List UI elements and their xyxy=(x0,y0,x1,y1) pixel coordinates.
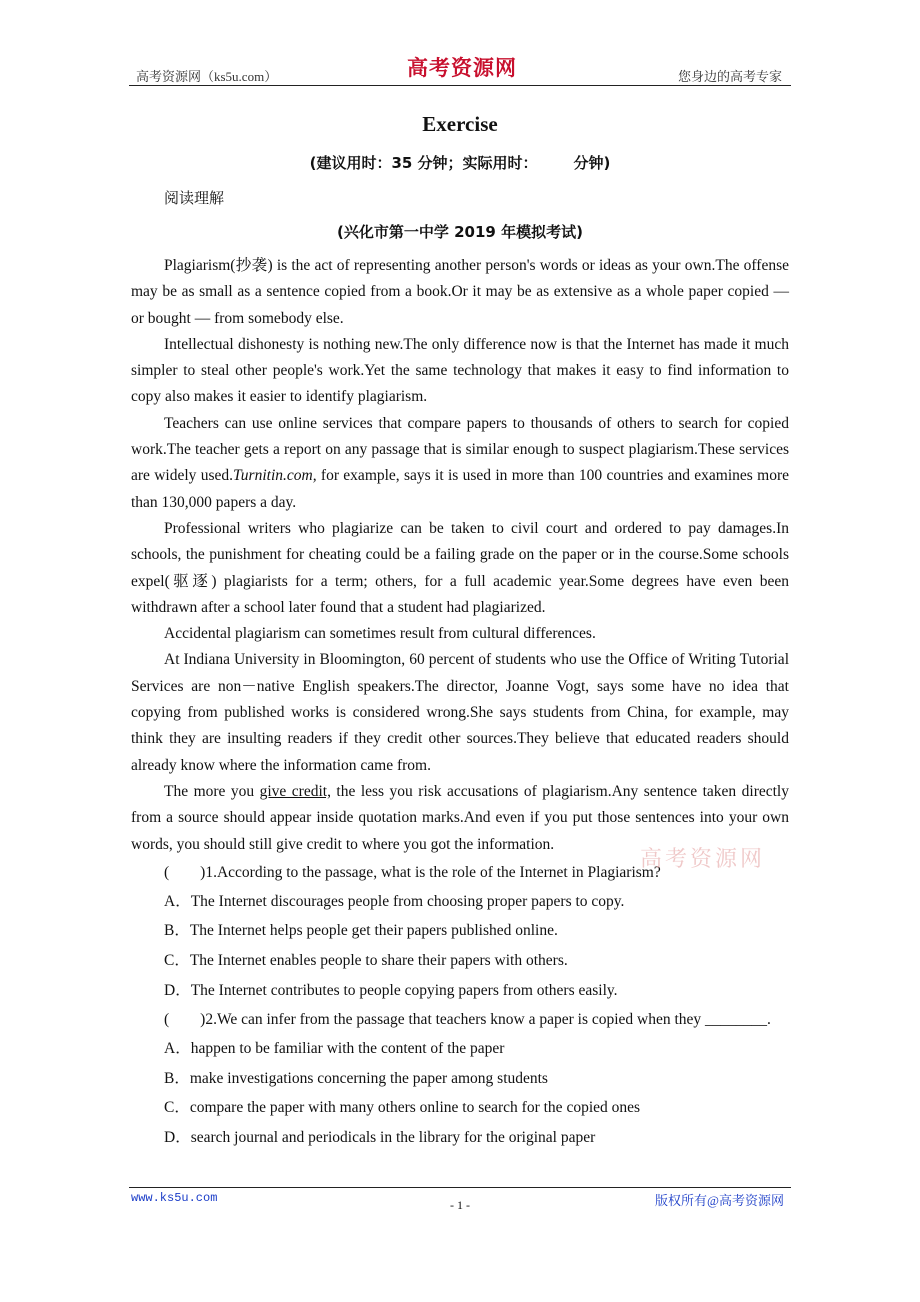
header-logo: 高考资源网 xyxy=(407,55,517,80)
question-1-option-a: A．The Internet discourages people from choosing proper papers to copy. xyxy=(164,892,625,910)
header-slogan: 您身边的高考专家 xyxy=(677,69,782,84)
paragraph-3-part-b: for example, says it is used in more than 100 countries and examines more than 130,000 papers a day. xyxy=(131,467,789,511)
question-2-option-d: D．search journal and periodicals in the library for the original paper xyxy=(164,1128,596,1146)
paragraph-3-italic: Turnitin.com, xyxy=(233,467,317,485)
time-suggestion-start: (建议用时：35 分钟；实际用时： xyxy=(309,154,538,172)
question-1-option-d: D．The Internet contributes to people copying papers from others easily. xyxy=(164,981,618,999)
paragraph-3 xyxy=(131,411,789,516)
underlined-phrase: give credit, xyxy=(259,782,331,800)
question-2-option-b: B．make investigations concerning the paper among students xyxy=(164,1069,548,1087)
paragraph-3-part-a: Teachers can use online services that compare papers to thousands of others to search for copied work.The teacher gets a report on any passage that is similar enough to suspect plagiarism.These services are widely used. xyxy=(131,414,789,485)
time-suggestion xyxy=(0,152,920,173)
footer-divider xyxy=(129,1187,791,1188)
section-heading: 阅读理解 xyxy=(164,189,225,207)
time-suggestion-end: 分钟) xyxy=(573,154,611,172)
paragraph-6: At Indiana University in Bloomington, 60 percent of students who use the Office of Writing Tutorial Services are non－native English speakers.The director, Joanne Vogt, says some have no idea that copying from published works is considered wrong.She says students from China, for example, may think they are insulting readers if they credit other sources.They believe that educated readers should already know where the information came from. xyxy=(131,651,789,774)
page-number: - 1 - xyxy=(450,1198,470,1212)
page-title: Exercise xyxy=(422,112,498,136)
question-2-option-c: C．compare the paper with many others online to search for the copied ones xyxy=(164,1099,641,1117)
footer-url[interactable]: www.ks5u.com xyxy=(131,1191,218,1205)
question-2-option-a: A．happen to be familiar with the content of the paper xyxy=(164,1040,505,1058)
question-2: ( )2.We can infer from the passage that teachers know a paper is copied when they ________. xyxy=(164,1011,771,1029)
paragraph-7-part-b: the less you risk accusations of plagiarism.Any sentence taken directly from a source should appear inside quotation marks.And even if you put those sentences into your own words, you should still give credit to where you got the information. xyxy=(131,782,789,853)
paragraph-2: Intellectual dishonesty is nothing new.The only difference now is that the Internet has made it much simpler to steal other people's work.Yet the same technology that makes it easy to find information to copy also makes it easier to identify plagiarism. xyxy=(131,335,789,406)
header-divider xyxy=(129,85,791,86)
footer-copyright: 版权所有@高考资源网 xyxy=(655,1193,784,1208)
paragraph-7-part-a: The more you xyxy=(164,782,260,800)
paragraph-1: Plagiarism(抄袭) is the act of representing another person's words or ideas as your own.The offense may be as small as a sentence copied from a book.Or it may be as extensive as a whole paper copied — or bought — from somebody else. xyxy=(131,257,789,327)
passage-source: (兴化市第一中学 2019 年模拟考试) xyxy=(337,223,583,241)
header-site-name: 高考资源网（ks5u.com） xyxy=(136,69,278,84)
reading-passage xyxy=(131,253,789,1153)
watermark: 高考资源网 xyxy=(640,847,766,872)
question-1-option-b: B．The Internet helps people get their papers published online. xyxy=(164,922,558,940)
question-1-option-c: C．The Internet enables people to share their papers with others. xyxy=(164,952,568,970)
paragraph-4: Professional writers who plagiarize can be taken to civil court and ordered to pay damages.In schools, the punishment for cheating could be a failing grade on the paper or in the course.Some schools expel(驱逐) plagiarists for a term; others, for a full academic year.Some degrees have even been withdrawn after a school later found that a student had plagiarized. xyxy=(131,519,789,616)
paragraph-5: Accidental plagiarism can sometimes result from cultural differences. xyxy=(164,625,596,643)
question-1: ( )1.According to the passage, what is the role of the Internet in Plagiarism? xyxy=(164,863,661,881)
